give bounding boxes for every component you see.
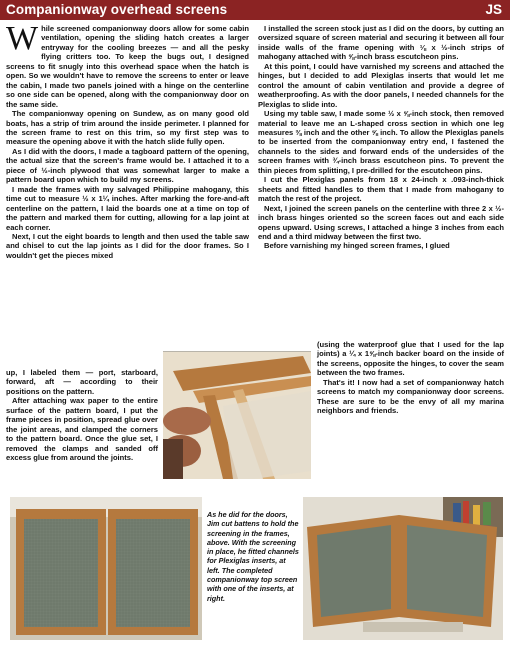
paragraph: up, I labeled them — port, starboard, forward, aft — according to their positions on the pattern. [6, 368, 158, 396]
paragraph: Using my table saw, I made some ½ x ⅝-inch stock, then removed material to leave me an L-shaped cross section in which one leg measures ⅜ inch and the other ⅝ inch. To allow the Plexiglas panels to be inserted from the companionway entry end, I fastened the channels to the sides and forward ends of the undersides of the screen frames with ¾-inch brass escutcheon pins. To prevent the thin pieces from splitting, I pre-drilled for the escutcheon pins. [258, 109, 504, 175]
article-column-1 [6, 20, 249, 368]
photo-completed-screen-illustration [303, 497, 503, 640]
paragraph: Next, I cut the eight boards to length and then used the table saw and chisel to cut the lap joints as I did for the door frames. So I wouldn't get the pieces mixed [6, 231, 249, 260]
photo-cutting-battens-illustration [163, 351, 311, 479]
article-column-1-continued [6, 368, 158, 463]
page-header-bar [0, 0, 510, 20]
paragraph: Before varnishing my hinged screen frames, I glued [264, 241, 450, 251]
paragraph: The companionway opening on Sundew, as on many good old boats, has a strip of trim around the inside perimeter. I planned for the screen frame to rest on this trim, so my first step was to measure the opening above it with the hatch slide fully open. [6, 109, 249, 147]
article-title: Companionway overhead screens [6, 2, 228, 17]
paragraph: (using the waterproof glue that I used for the lap joints) a ¼ x 1⅝-inch backer board on the inside of the screens, opposite the hinges, to cover the seam between the two frames. [317, 340, 504, 378]
paragraph: I installed the screen stock just as I did on the doors, by cutting an oversized square of screen material and securing it between all four inside walls of the frame opening with ⅛ x ½-inch strips of mahogany attached with ⅝-inch brass escutcheon pins. [258, 24, 504, 62]
paragraph: As I did with the doors, I made a tagboard pattern of the opening, the actual size that the screen's frame would be. I attached it to a piece of ½-inch plywood that was somewhat larger to make a pattern board upon which to build my screens. [6, 146, 249, 185]
photo-screen-frames-illustration [10, 497, 202, 640]
paragraph: I made the frames with my salvaged Philippine mahogany, this time cut to measure ½ x 1¼ inches. After marking the fore-and-aft centerline on the pattern, I laid the boards one at a time on top of the pattern and marked them for cutting, allowing for a lap joint at each corner. [6, 184, 249, 232]
photo-caption: As he did for the doors, Jim cut battens to hold the screening in the frames, above. With the screening in place, he fitted channels for Plexiglas inserts, at left. The completed companionway top screen with one of the inserts, at right. [207, 510, 299, 603]
paragraph: That's it! I now had a set of companionway hatch screens to match my companionway door screens. These are sure to be the envy of all my marina neighbors and friends. [317, 377, 504, 416]
photo-cutting-battens [163, 351, 311, 479]
photo-completed-screen [303, 497, 503, 640]
paragraph: While screened companionway doors allow for some cabin ventilation, opening the sliding hatch creates a larger entryway for the cooling breezes — and all the pesky flying critters too. To keep the bugs out, I designed screens to fit snugly into this overhead space when the hatch is open. So we wouldn't have to remove the screens to enter or leave the cabin, I made two panels joined with a hinge on the centerline so one side can be opened, along with the companionway door on the same side. [6, 20, 249, 109]
paragraph: Next, I joined the screen panels on the centerline with three 2 x ½-inch brass hinges oriented so the screen faces out and each side opens upward. Using screws, I attached a hinge 3 inches from each end and a third midway between the first two. [258, 203, 504, 241]
article-column-2 [258, 24, 504, 251]
paragraph: At this point, I could have varnished my screens and attached the hinges, but I decided to add Plexiglas inserts that would let me control the amount of cabin ventilation and provide a degree of weatherproofing. As with the door panels, I needed channels for the Plexiglas to slide into. [258, 61, 504, 109]
paragraph: After attaching wax paper to the entire surface of the pattern board, I put the frame pieces in position, spread glue over the joint areas, and clamped the corners to the pattern board. Once the glue set, I removed the clamps and sanded off excess glue from around the joints. [6, 396, 158, 463]
drop-cap: W [6, 20, 39, 57]
photo-screen-frames [10, 497, 202, 640]
author-initials: JS [485, 2, 502, 17]
paragraph: I cut the Plexiglas panels from 18 x 24-inch x .093-inch-thick sheets and fitted handles to them that I made from mahogany to match the rest of the project. [258, 175, 504, 204]
article-column-2-continued [317, 340, 504, 416]
